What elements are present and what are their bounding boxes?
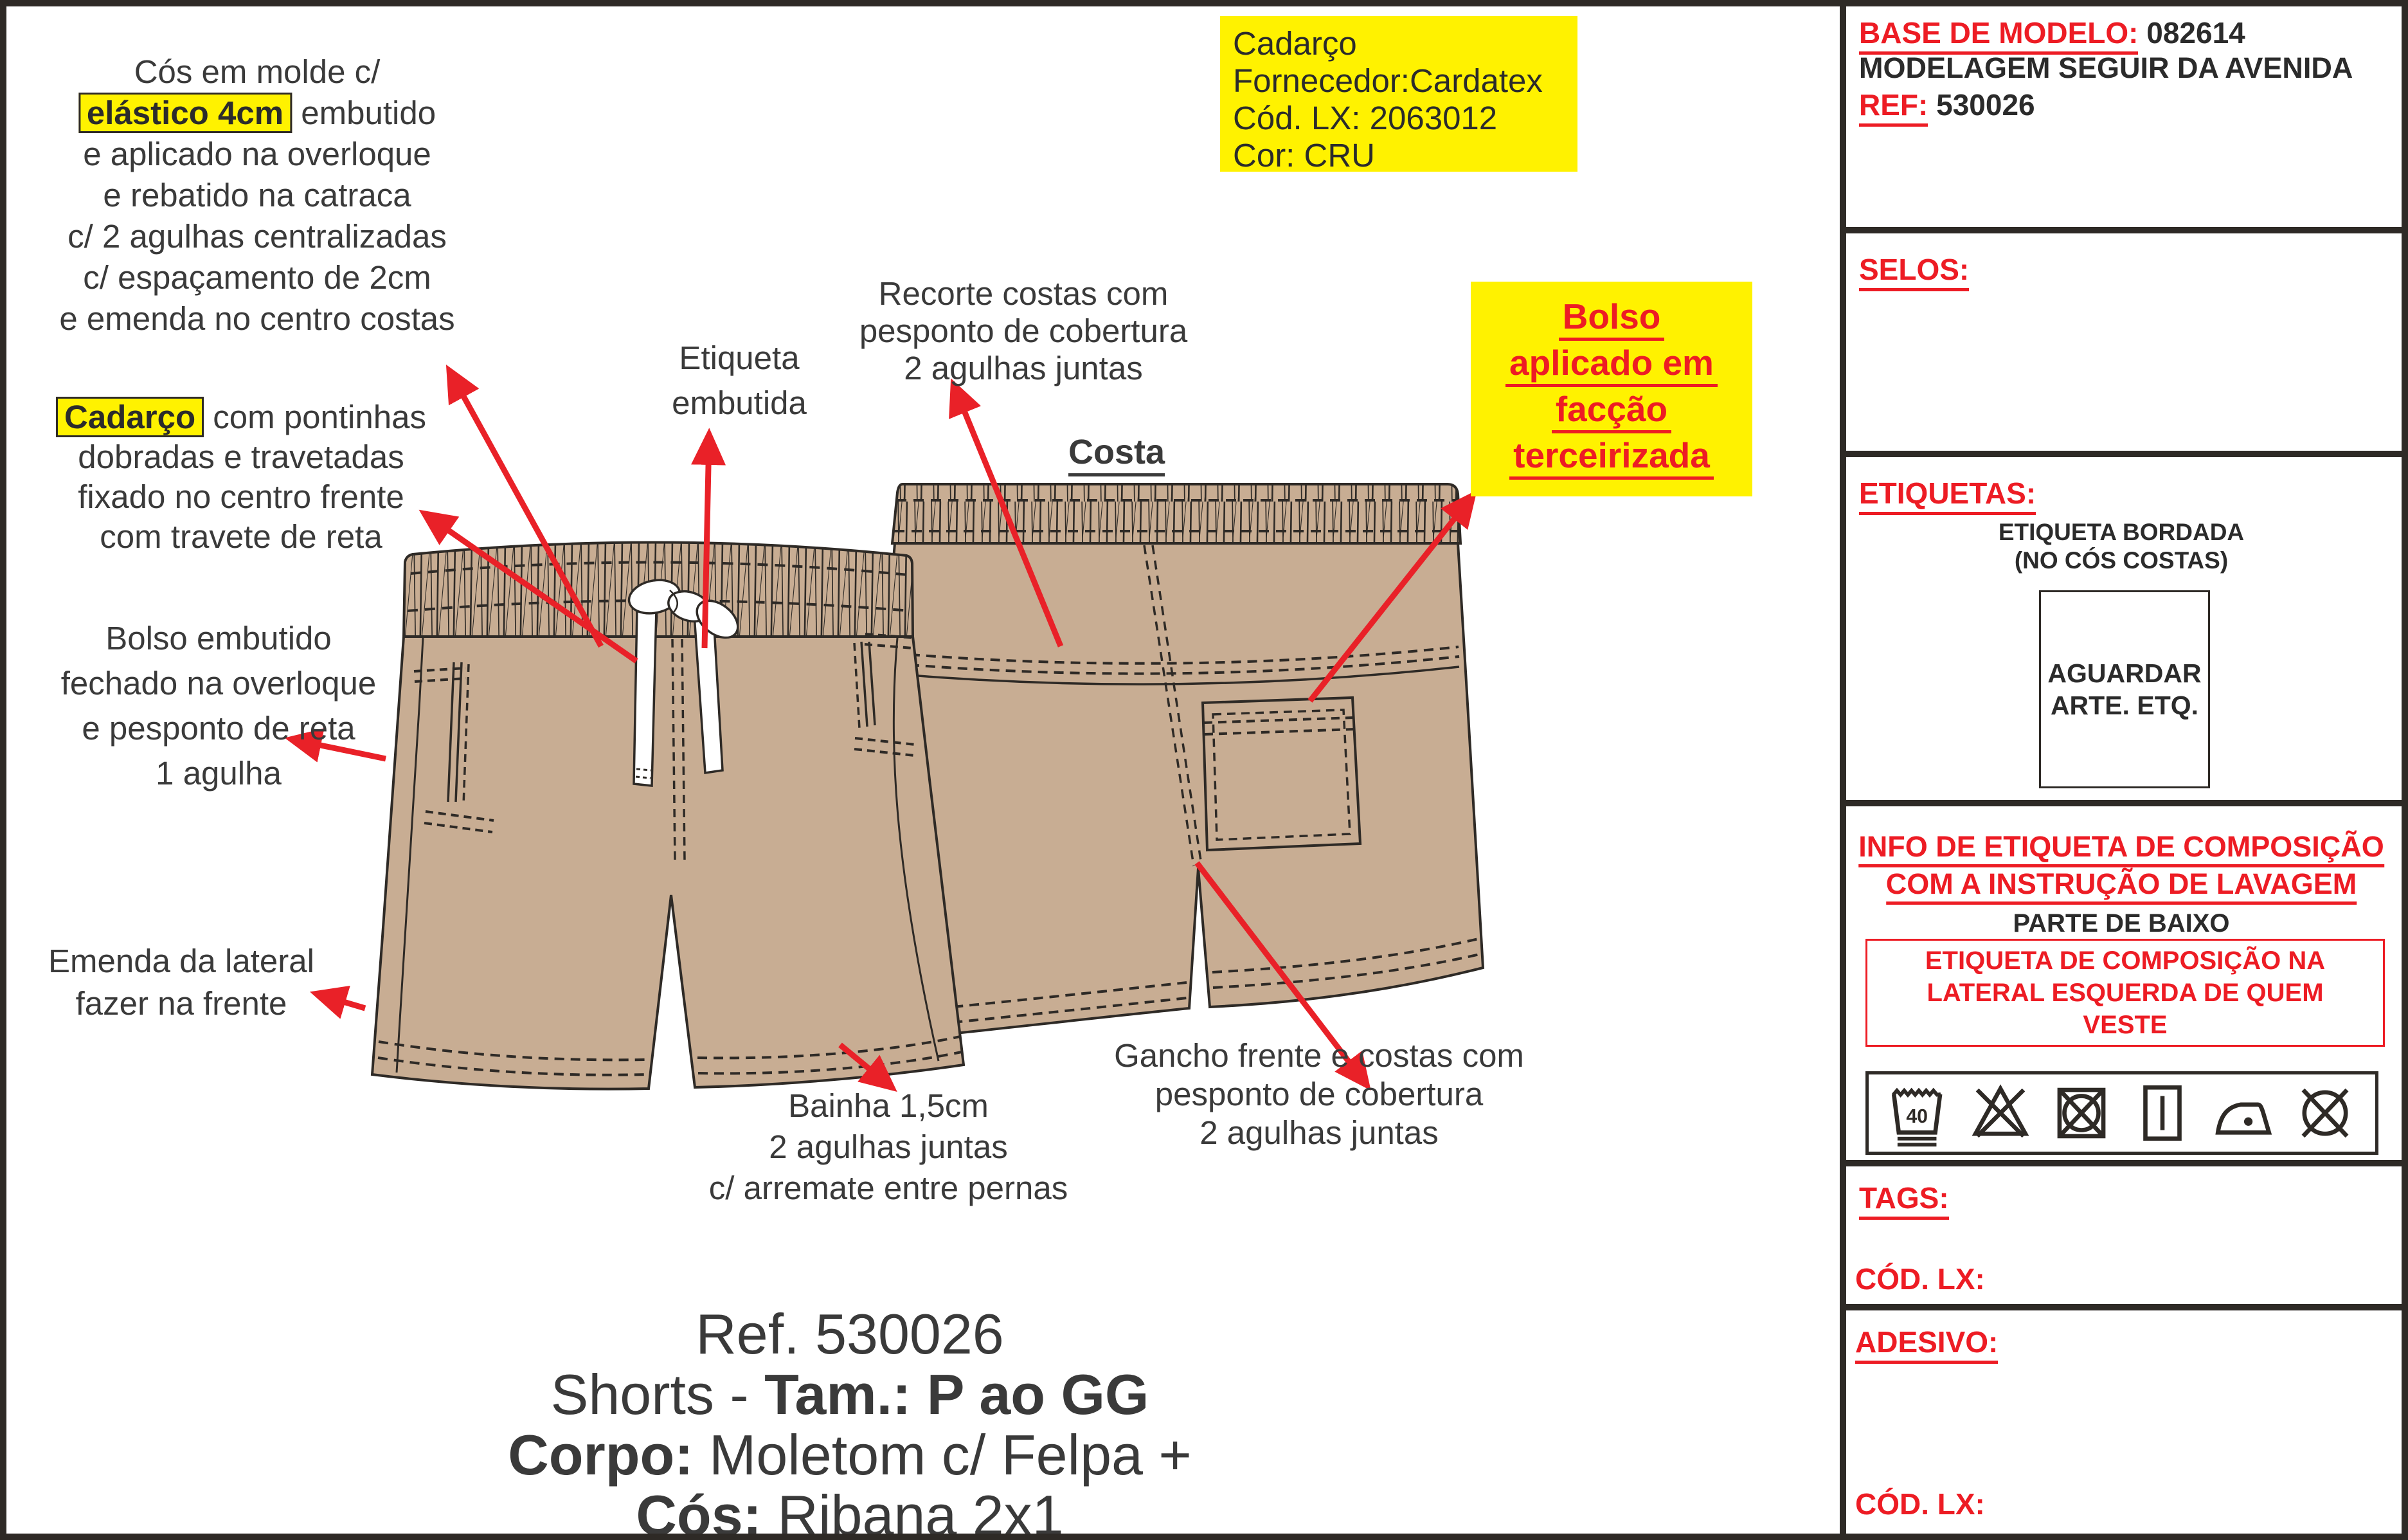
- pocket-note-box: [1471, 282, 1752, 496]
- note-line: Bolso: [1471, 293, 1752, 340]
- callout-line: 2 agulhas juntas: [1200, 1114, 1439, 1151]
- callout-line: fechado na overloque: [60, 665, 377, 702]
- callout-bainha: [709, 1085, 1068, 1209]
- section-divider: [1840, 227, 2408, 233]
- section-divider: [1840, 1160, 2408, 1166]
- etiqueta-bordada-note: ETIQUETA BORDADA (NO CÓS COSTAS): [1998, 519, 2245, 574]
- callout-line: Etiqueta: [679, 340, 800, 376]
- waistband-fabric-line: Cós: Ribana 2x1: [636, 1483, 1064, 1540]
- body-fabric-line: Corpo: Moletom c/ Felpa +: [508, 1423, 1192, 1487]
- do-not-dry-clean-icon: [2294, 1079, 2356, 1147]
- adesivo-header: ADESIVO:: [1855, 1325, 1998, 1359]
- callout-line: com travete de reta: [100, 518, 382, 555]
- callout-line: fazer na frente: [75, 985, 287, 1022]
- note-line: Cadarço: [1233, 25, 1357, 62]
- callout-line: e aplicado na overloque: [83, 136, 431, 172]
- callout-line: e emenda no centro costas: [59, 300, 455, 337]
- base-de-modelo-field: BASE DE MODELO: 082614: [1859, 15, 2245, 50]
- callout-line: pesponto de cobertura: [1155, 1076, 1484, 1112]
- back-view-label: Costa: [1068, 432, 1165, 472]
- callout-cos: [59, 51, 454, 340]
- svg-text:40: 40: [1906, 1106, 1928, 1128]
- cod-lx-field-adesivo: CÓD. LX:: [1855, 1487, 1985, 1521]
- composicao-box: ETIQUETA DE COMPOSIÇÃO NA LATERAL ESQUERDA DE QUEM VESTE: [1865, 939, 2385, 1047]
- selos-header: SELOS:: [1859, 252, 1969, 287]
- callout-bolso-embutido: [61, 616, 377, 796]
- callout-line: Gancho frente e costas com: [1114, 1037, 1524, 1074]
- etiquetas-header: ETIQUETAS:: [1859, 476, 2036, 511]
- size-line: Shorts - Tam.: P ao GG: [550, 1363, 1149, 1426]
- do-not-tumble-dry-icon: [2051, 1079, 2112, 1147]
- tags-header: TAGS:: [1859, 1181, 1949, 1215]
- callout-recorte: [859, 275, 1187, 387]
- section-divider: [1840, 451, 2408, 457]
- note-line: facção: [1471, 386, 1752, 432]
- callout-line: Recorte costas com: [878, 275, 1169, 312]
- iron-low-heat-icon: [2213, 1079, 2274, 1147]
- note-line: Cód. LX: 2063012: [1233, 100, 1498, 136]
- parte-de-baixo-label: PARTE DE BAIXO: [2013, 909, 2230, 938]
- modelagem-note: MODELAGEM SEGUIR DA AVENIDA: [1859, 51, 2353, 84]
- ref-line: Ref. 530026: [696, 1302, 1004, 1366]
- callout-line: Bolso embutido: [105, 620, 332, 657]
- callout-line: 2 agulhas juntas: [904, 350, 1143, 386]
- callout-line: Cadarço com pontinhas: [56, 397, 426, 437]
- callout-line: c/ arremate entre pernas: [708, 1170, 1068, 1206]
- do-not-bleach-icon: [1970, 1079, 2031, 1147]
- info-composicao-header: INFO DE ETIQUETA DE COMPOSIÇÃO COM A INSTRUÇÃO DE LAVAGEM: [1858, 828, 2384, 903]
- callout-line: e pesponto de reta: [82, 710, 355, 747]
- callout-line: Cós em molde c/: [134, 53, 381, 90]
- callout-gancho: [1114, 1037, 1524, 1152]
- arrow-emenda: [318, 994, 365, 1008]
- callout-line: embutida: [672, 385, 807, 421]
- care-symbols-strip: [1865, 1071, 2378, 1155]
- note-line: Cor: CRU: [1233, 137, 1376, 174]
- callout-line: Bainha 1,5cm: [788, 1087, 989, 1124]
- ref-field: REF: 530026: [1859, 87, 2035, 122]
- note-line: aplicado em: [1471, 340, 1752, 386]
- note-line: terceirizada: [1471, 432, 1752, 478]
- callout-line: elástico 4cm embutido: [59, 93, 454, 134]
- callout-line: dobradas e travetadas: [78, 439, 404, 475]
- callout-emenda: [48, 940, 314, 1025]
- callout-line: c/ espaçamento de 2cm: [83, 259, 431, 296]
- callout-line: 1 agulha: [156, 755, 282, 792]
- callout-line: c/ 2 agulhas centralizadas: [67, 218, 447, 255]
- callout-etiqueta-embutida: [672, 336, 807, 426]
- supplier-note-box: [1220, 16, 1577, 172]
- section-divider: [1840, 800, 2408, 806]
- wash-40-icon: [1888, 1079, 1950, 1147]
- callout-line: 2 agulhas juntas: [769, 1128, 1008, 1165]
- front-view-drawing: [372, 542, 964, 1089]
- note-line: Fornecedor:Cardatex: [1233, 62, 1543, 99]
- section-divider: [1840, 1304, 2408, 1310]
- title-block: [508, 1304, 1192, 1540]
- callout-line: fixado no centro frente: [78, 478, 404, 515]
- callout-line: Emenda da lateral: [48, 943, 314, 979]
- aguardar-arte-box: AGUARDAR ARTE. ETQ.: [2039, 590, 2210, 788]
- callout-line: e rebatido na catraca: [103, 177, 411, 213]
- callout-cadarco: [56, 397, 426, 557]
- highlight-cadarco: Cadarço: [56, 397, 204, 437]
- drip-dry-icon: [2132, 1079, 2193, 1147]
- highlight-elastico: elástico 4cm: [78, 93, 292, 133]
- callout-line: pesponto de cobertura: [859, 313, 1188, 349]
- cod-lx-field-tags: CÓD. LX:: [1855, 1262, 1985, 1296]
